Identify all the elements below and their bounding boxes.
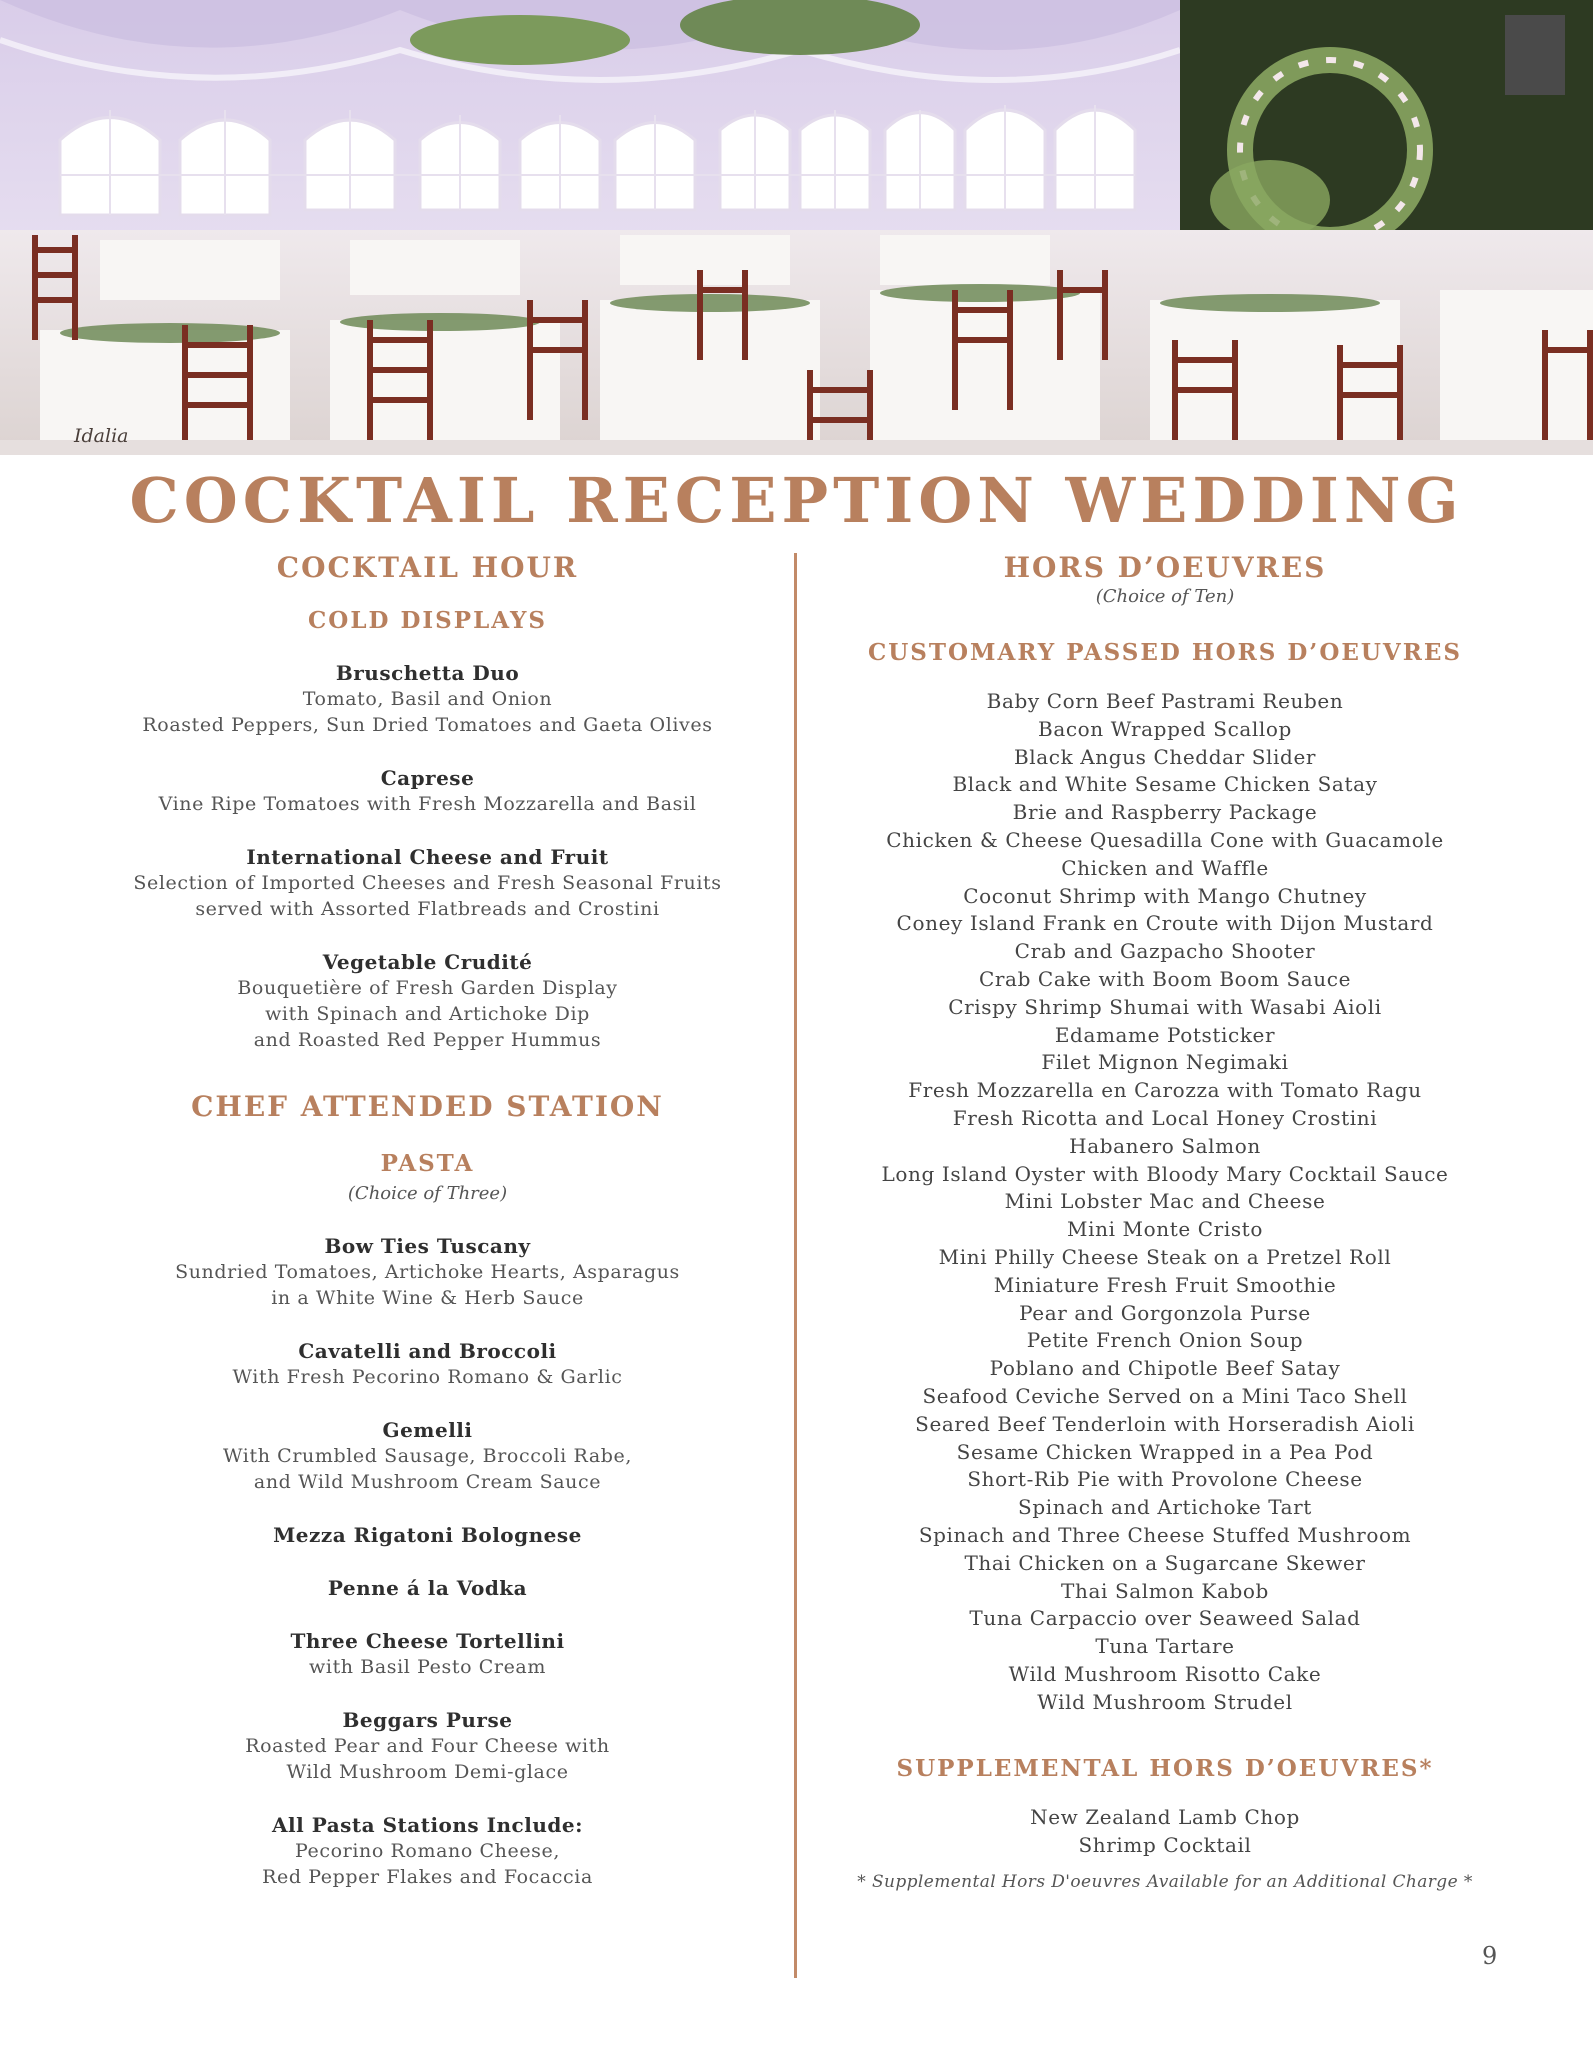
list-item: Brie and Raspberry Package bbox=[1012, 800, 1318, 825]
item-desc: Bouquetière of Fresh Garden Display bbox=[237, 977, 618, 999]
list-item: Spinach and Artichoke Tart bbox=[1018, 1495, 1312, 1520]
item-name: Beggars Purse bbox=[342, 1708, 513, 1732]
list-item: Chicken & Cheese Quesadilla Cone with Guacamole bbox=[886, 827, 1444, 852]
list-item: Coney Island Frank en Croute with Dijon Mustard bbox=[896, 911, 1434, 936]
hors-doeuvres-choice-note: (Choice of Ten) bbox=[1095, 586, 1235, 607]
item-name: Bruschetta Duo bbox=[335, 661, 520, 685]
item-desc: Pecorino Romano Cheese, bbox=[294, 1840, 561, 1862]
list-item: Crab Cake with Boom Boom Sauce bbox=[978, 966, 1352, 991]
photo-caption: Idalia bbox=[74, 425, 129, 447]
chef-station-heading: CHEF ATTENDED STATION bbox=[191, 1090, 664, 1123]
menu-item bbox=[120, 1628, 735, 1680]
hors-doeuvres-heading: HORS D’OEUVRES bbox=[1003, 551, 1327, 584]
item-name: Bow Ties Tuscany bbox=[324, 1234, 531, 1258]
list-item: Tuna Carpaccio over Seaweed Salad bbox=[969, 1606, 1361, 1631]
item-desc: with Basil Pesto Cream bbox=[309, 1656, 546, 1678]
item-name: All Pasta Stations Include: bbox=[272, 1813, 583, 1837]
list-item: Coconut Shrimp with Mango Chutney bbox=[963, 883, 1367, 908]
list-item: New Zealand Lamb Chop bbox=[1030, 1805, 1300, 1830]
list-item: Seared Beef Tenderloin with Horseradish Aioli bbox=[915, 1411, 1415, 1436]
list-item: Thai Chicken on a Sugarcane Skewer bbox=[964, 1550, 1366, 1575]
hero-photo bbox=[0, 0, 1593, 455]
item-desc: With Fresh Pecorino Romano & Garlic bbox=[232, 1366, 623, 1388]
page-number: 9 bbox=[1482, 1942, 1498, 1970]
list-item: Crispy Shrimp Shumai with Wasabi Aioli bbox=[948, 994, 1382, 1019]
list-item: Thai Salmon Kabob bbox=[1061, 1578, 1269, 1603]
menu-item bbox=[120, 1417, 735, 1495]
list-item: Filet Mignon Negimaki bbox=[1041, 1050, 1289, 1075]
menu-item bbox=[120, 1812, 735, 1890]
item-name: Mezza Rigatoni Bolognese bbox=[273, 1523, 582, 1547]
supplemental-heading: SUPPLEMENTAL HORS D’OEUVRES* bbox=[896, 1755, 1434, 1783]
list-item: Black Angus Cheddar Slider bbox=[1013, 744, 1317, 769]
menu-item bbox=[120, 765, 735, 817]
item-desc: Tomato, Basil and Onion bbox=[302, 688, 553, 710]
item-desc: and Wild Mushroom Cream Sauce bbox=[253, 1471, 602, 1493]
tent-reception-illustration bbox=[0, 0, 1593, 455]
menu-item bbox=[120, 1707, 735, 1785]
menu-item bbox=[120, 1522, 735, 1548]
cocktail-hour-heading: COCKTAIL HOUR bbox=[276, 551, 579, 584]
list-item: Bacon Wrapped Scallop bbox=[1038, 716, 1292, 741]
item-desc: Roasted Pear and Four Cheese with bbox=[245, 1735, 610, 1757]
list-item: Mini Lobster Mac and Cheese bbox=[1004, 1189, 1326, 1214]
item-desc: Wild Mushroom Demi-glace bbox=[286, 1761, 569, 1783]
list-item: Mini Philly Cheese Steak on a Pretzel Roll bbox=[938, 1244, 1392, 1269]
item-desc: with Spinach and Artichoke Dip bbox=[265, 1003, 590, 1025]
list-item: Wild Mushroom Risotto Cake bbox=[1008, 1661, 1322, 1686]
cold-displays-heading: COLD DISPLAYS bbox=[308, 607, 547, 634]
item-name: Gemelli bbox=[382, 1418, 473, 1442]
list-item: Poblano and Chipotle Beef Satay bbox=[989, 1356, 1341, 1381]
item-name: Caprese bbox=[380, 766, 475, 790]
list-item: Petite French Onion Soup bbox=[1026, 1328, 1304, 1353]
item-desc: With Crumbled Sausage, Broccoli Rabe, bbox=[223, 1445, 632, 1467]
customary-heading: CUSTOMARY PASSED HORS D’OEUVRES bbox=[867, 639, 1463, 666]
list-item: Baby Corn Beef Pastrami Reuben bbox=[986, 689, 1344, 713]
cocktail-hour-column bbox=[120, 548, 735, 1890]
menu-item bbox=[120, 660, 735, 738]
list-item: Tuna Tartare bbox=[1095, 1634, 1235, 1659]
item-desc: and Roasted Red Pepper Hummus bbox=[253, 1029, 602, 1051]
item-name: Three Cheese Tortellini bbox=[290, 1629, 565, 1653]
item-desc: Roasted Peppers, Sun Dried Tomatoes and Gaeta Olives bbox=[142, 714, 713, 736]
list-item: Shrimp Cocktail bbox=[1078, 1833, 1252, 1858]
list-item: Spinach and Three Cheese Stuffed Mushroom bbox=[918, 1522, 1412, 1547]
list-item: Miniature Fresh Fruit Smoothie bbox=[993, 1272, 1337, 1297]
list-item: Sesame Chicken Wrapped in a Pea Pod bbox=[956, 1439, 1374, 1464]
list-item: Short-Rib Pie with Provolone Cheese bbox=[967, 1467, 1363, 1492]
pasta-heading: PASTA bbox=[380, 1150, 475, 1177]
list-item: Mini Monte Cristo bbox=[1067, 1217, 1263, 1242]
supplemental-list bbox=[850, 1804, 1480, 1860]
menu-item bbox=[120, 1338, 735, 1390]
pasta-choice-note: (Choice of Three) bbox=[347, 1183, 508, 1204]
customary-list bbox=[850, 688, 1480, 1716]
item-desc: Sundried Tomatoes, Artichoke Hearts, Asparagus bbox=[175, 1261, 680, 1283]
list-item: Fresh Ricotta and Local Honey Crostini bbox=[952, 1105, 1378, 1130]
list-item: Fresh Mozzarella en Carozza with Tomato Ragu bbox=[908, 1078, 1422, 1103]
page-title: COCKTAIL RECEPTION WEDDING bbox=[129, 464, 1464, 537]
item-desc: Vine Ripe Tomatoes with Fresh Mozzarella and Basil bbox=[158, 793, 697, 815]
hors-doeuvres-column bbox=[850, 548, 1480, 1892]
item-name: Vegetable Crudité bbox=[322, 950, 533, 974]
item-name: Penne á la Vodka bbox=[327, 1576, 528, 1600]
list-item: Long Island Oyster with Bloody Mary Cocktail Sauce bbox=[881, 1161, 1449, 1186]
menu-item bbox=[120, 949, 735, 1053]
list-item: Chicken and Waffle bbox=[1061, 855, 1269, 880]
list-item: Crab and Gazpacho Shooter bbox=[1014, 939, 1316, 964]
list-item: Pear and Gorgonzola Purse bbox=[1019, 1300, 1311, 1325]
supplemental-note: * Supplemental Hors D'oeuvres Available for an Additional Charge * bbox=[857, 1872, 1473, 1893]
list-item: Edamame Potsticker bbox=[1054, 1022, 1276, 1047]
menu-item bbox=[120, 1575, 735, 1601]
list-item: Black and White Sesame Chicken Satay bbox=[952, 772, 1378, 797]
item-desc: in a White Wine & Herb Sauce bbox=[271, 1287, 584, 1309]
list-item: Seafood Ceviche Served on a Mini Taco Shell bbox=[922, 1383, 1408, 1408]
item-desc: served with Assorted Flatbreads and Crostini bbox=[195, 898, 660, 920]
column-divider bbox=[794, 553, 797, 1978]
list-item: Habanero Salmon bbox=[1069, 1133, 1261, 1158]
item-desc: Red Pepper Flakes and Focaccia bbox=[262, 1866, 593, 1888]
menu-item bbox=[120, 1233, 735, 1311]
item-name: Cavatelli and Broccoli bbox=[298, 1339, 557, 1363]
list-item: Wild Mushroom Strudel bbox=[1037, 1689, 1293, 1714]
menu-item bbox=[120, 844, 735, 922]
item-name: International Cheese and Fruit bbox=[246, 845, 609, 869]
item-desc: Selection of Imported Cheeses and Fresh Seasonal Fruits bbox=[133, 872, 722, 894]
